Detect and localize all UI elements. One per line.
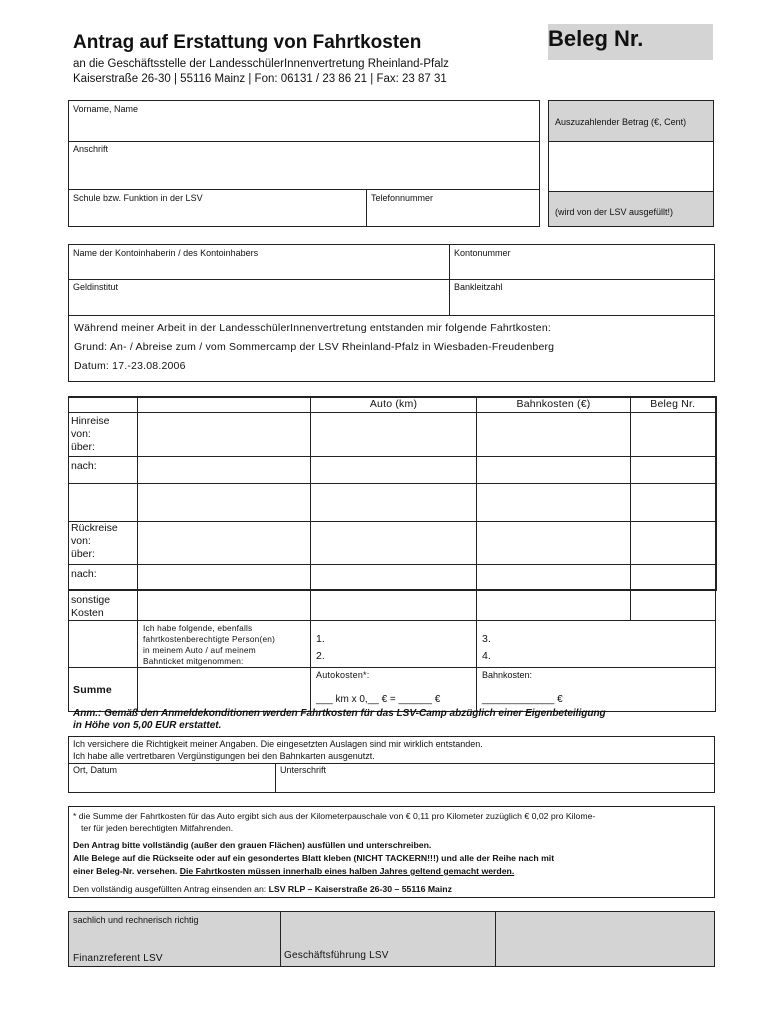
auto-costs-label: Autokosten*:: [316, 670, 370, 680]
passenger-1-label: 1.: [316, 633, 325, 645]
outbound-dest-bahn-field[interactable]: [477, 456, 631, 483]
other-costs-desc-field[interactable]: [138, 590, 311, 621]
office-use-box: [68, 911, 715, 967]
account-holder-label: Name der Kontoinhaberin / des Kontoinhabers: [73, 248, 259, 258]
address-field[interactable]: [90, 160, 530, 184]
send-to-label: Den vollständig ausgefüllten Antrag einsenden an:: [73, 884, 269, 894]
bank-code-label: Bankleitzahl: [454, 282, 503, 292]
return-dest-auto-field[interactable]: [311, 564, 477, 590]
name-field[interactable]: [90, 118, 530, 138]
signature-field[interactable]: [280, 776, 710, 791]
footnote-box: [68, 806, 715, 898]
return-from-label: von:: [71, 534, 91, 547]
outbound-auto-km-field[interactable]: [311, 412, 477, 456]
management-label: Geschäftsführung LSV: [284, 950, 389, 961]
other-costs-auto-field[interactable]: [311, 590, 477, 621]
send-to-address: LSV RLP – Kaiserstraße 26-30 – 55116 Mainz: [268, 884, 452, 894]
signature-label: Unterschrift: [280, 765, 327, 775]
payout-amount-label: Auszuzahlender Betrag (€, Cent): [555, 117, 687, 127]
bank-name-label: Geldinstitut: [73, 282, 119, 292]
payout-filled-by-note: (wird von der LSV ausgefüllt!): [555, 207, 674, 217]
page-title: Antrag auf Erstattung von Fahrtkosten: [73, 32, 422, 53]
school-label: Schule bzw. Funktion in der LSV: [73, 193, 203, 203]
bank-code-field[interactable]: [452, 295, 710, 311]
phone-field[interactable]: [370, 205, 535, 225]
other-costs-label-1: sonstige: [71, 594, 111, 606]
passenger-4-label: 4.: [482, 650, 491, 662]
receipt-number-field: [548, 24, 713, 60]
phone-label: Telefonnummer: [371, 193, 434, 203]
outbound-dest-receipt-field[interactable]: [631, 456, 716, 483]
passengers-text-3: in meinem Auto / auf meinem: [143, 645, 256, 655]
bahn-costs-formula[interactable]: _____________ €: [482, 694, 563, 705]
outbound-bahn-cost-field[interactable]: [477, 412, 631, 456]
passenger-3-label: 3.: [482, 633, 491, 645]
note-line-2: in Höhe von 5,00 EUR erstattet.: [73, 720, 222, 731]
outbound-destination-field[interactable]: [138, 456, 311, 483]
passenger-2-label: 2.: [316, 650, 325, 662]
reason-text: Grund: An- / Abreise zum / vom Sommercamp der LSV Rheinland-Pfalz in Wiesbaden-Freudenberg: [74, 341, 555, 353]
instruction-3a: einer Beleg-Nr. versehen.: [73, 866, 180, 876]
account-number-field[interactable]: [452, 260, 710, 276]
return-destination-field[interactable]: [138, 564, 311, 590]
other-costs-receipt-field[interactable]: [631, 590, 716, 621]
place-date-label: Ort, Datum: [73, 765, 118, 775]
instruction-1: Den Antrag bitte vollständig (außer den grauen Flächen) ausfüllen und unterschreiben.: [73, 840, 432, 850]
instruction-2: Alle Belege auf die Rückseite oder auf ein gesondertes Blatt kleben (NICHT TACKERN!!!) und alle der Reihe nach mit: [73, 853, 555, 863]
outbound-route-field[interactable]: [138, 412, 311, 456]
name-label: Vorname, Name: [73, 104, 139, 114]
bank-name-field[interactable]: [72, 295, 442, 311]
other-costs-label-2: Kosten: [71, 607, 104, 619]
outbound-receipt-field[interactable]: [631, 412, 716, 456]
return-via-label: über:: [71, 547, 95, 560]
return-label: Rückreise: [71, 521, 118, 534]
payout-box: [548, 100, 714, 227]
other-costs-bahn-field[interactable]: [477, 590, 631, 621]
checked-label: sachlich und rechnerisch richtig: [73, 915, 199, 925]
outbound-dest-auto-field[interactable]: [311, 456, 477, 483]
account-number-label: Kontonummer: [454, 248, 511, 258]
school-field[interactable]: [72, 205, 362, 225]
address-line-2: Kaiserstraße 26-30 | 55116 Mainz | Fon: 06131 / 23 86 21 | Fax: 23 87 31: [73, 73, 447, 85]
col-header-auto: Auto (km): [311, 397, 477, 412]
bahn-costs-label: Bahnkosten:: [482, 670, 533, 680]
return-dest-bahn-field[interactable]: [477, 564, 631, 590]
auto-costs-formula[interactable]: ___ km x 0,__ € = ______ €: [316, 694, 441, 705]
place-date-field[interactable]: [72, 776, 267, 791]
address-line-1: an die Geschäftsstelle der LandesschülerInnenvertretung Rheinland-Pfalz: [73, 58, 449, 70]
passengers-text-4: Bahnticket mitgenommen:: [143, 656, 244, 666]
footnote-line-1: * die Summe der Fahrtkosten für das Auto ergibt sich aus der Kilometerpauschale von € 0,11 pro Kilometer zuzüglich € 0,02 pro Kilome-: [73, 811, 596, 821]
col-header-bahn: Bahnkosten (€): [477, 397, 631, 412]
deadline-notice: Die Fahrtkosten müssen innerhalb eines halben Jahres geltend gemacht werden.: [179, 866, 515, 876]
return-dest-receipt-field[interactable]: [631, 564, 716, 590]
receipt-number-label: Beleg Nr.: [548, 26, 644, 51]
passengers-text-1: Ich habe folgende, ebenfalls: [143, 623, 253, 633]
outbound-to-label: nach:: [71, 459, 97, 472]
return-receipt-field[interactable]: [631, 521, 716, 564]
col-header-beleg: Beleg Nr.: [631, 397, 716, 412]
declaration-line-2: Ich habe alle vertretbaren Vergünstigungen bei den Bahnkarten ausgenutzt.: [73, 751, 375, 761]
sum-label: Summe: [69, 668, 138, 712]
return-to-label: nach:: [71, 567, 97, 580]
outbound-label: Hinreise: [71, 414, 110, 427]
account-holder-field[interactable]: [72, 260, 442, 276]
passengers-text-2: fahrtkostenberechtigte Person(en): [143, 634, 276, 644]
travel-cost-table: [68, 396, 717, 712]
return-auto-km-field[interactable]: [311, 521, 477, 564]
outbound-via-label: über:: [71, 440, 95, 453]
reason-intro: Während meiner Arbeit in der LandesschülerInnenvertretung entstanden mir folgende Fahrtkosten:: [74, 322, 551, 334]
outbound-from-label: von:: [71, 427, 91, 440]
reason-date: Datum: 17.-23.08.2006: [74, 360, 186, 372]
return-route-field[interactable]: [138, 521, 311, 564]
address-label: Anschrift: [73, 144, 109, 154]
declaration-line-1: Ich versichere die Richtigkeit meiner Angaben. Die eingesetzten Auslagen sind mir wirklich entstanden.: [73, 739, 483, 749]
note-line-1: Anm.: Gemäß den Anmeldekonditionen werden Fahrtkosten für das LSV-Camp abzüglich einer Eigenbeteiligung: [73, 708, 606, 719]
finance-officer-label: Finanzreferent LSV: [73, 953, 163, 964]
return-bahn-cost-field[interactable]: [477, 521, 631, 564]
footnote-line-2: ter für jeden berechtigten Mitfahrenden.: [81, 823, 234, 833]
